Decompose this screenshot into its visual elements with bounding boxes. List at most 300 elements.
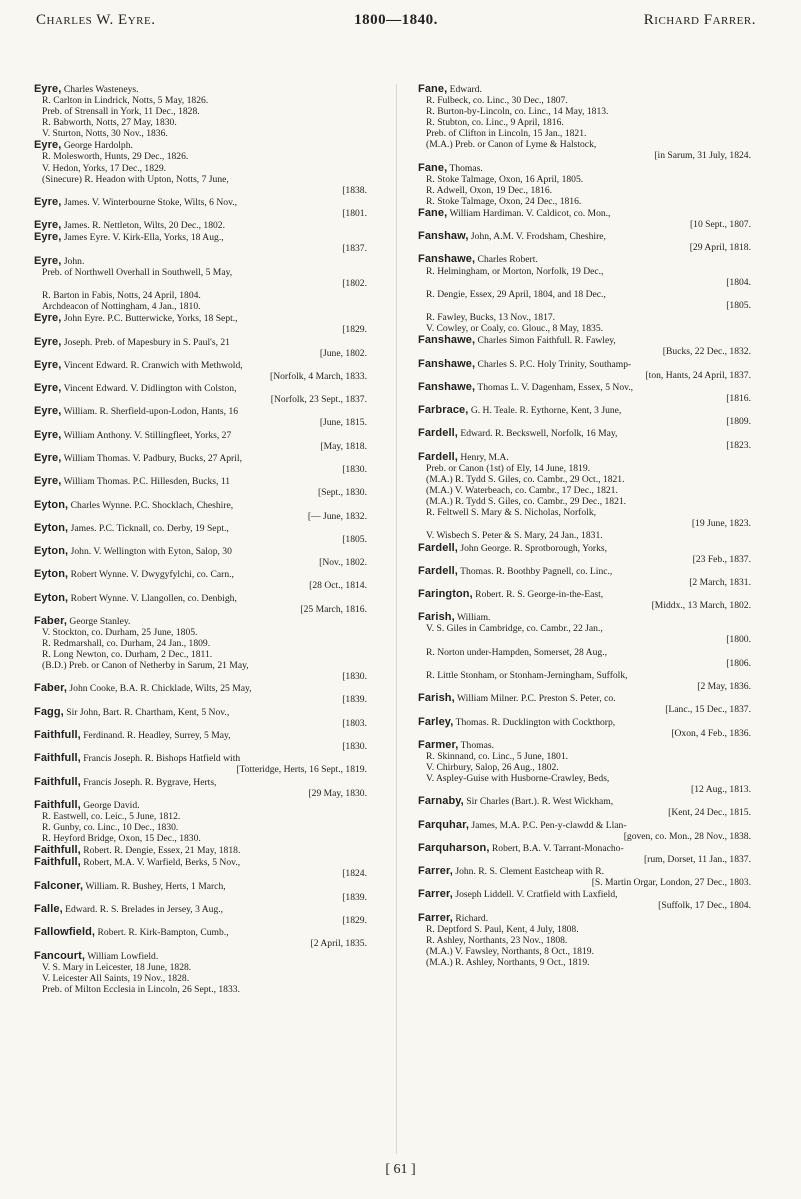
entry-date-continuation: [goven, co. Mon., 28 Nov., 1838. [623, 830, 751, 842]
entry [418, 208, 753, 230]
entry [418, 428, 753, 450]
entry [34, 430, 369, 452]
entry-text: George Stanley. [67, 615, 131, 627]
entry [418, 312, 753, 334]
entry [34, 383, 369, 405]
entry [34, 337, 369, 359]
entry-date-continuation: [10 Sept., 1807. [689, 218, 751, 230]
entry-name: Fagg, [34, 705, 64, 718]
entry-line: Archdeacon of Nottingham, 4 Jan., 1810. [42, 301, 201, 313]
entry-name: Fane, [418, 83, 448, 95]
entry-text: Thomas. [458, 739, 494, 751]
entry-date-continuation: [rum, Dorset, 11 Jan., 1837. [643, 853, 751, 865]
entry-date-continuation: [1801. [342, 207, 367, 219]
entry-name: Farish, [418, 692, 455, 705]
entry-name: Farrer, [418, 865, 453, 878]
entry-heading-line [34, 500, 369, 511]
entry-heading-line [418, 428, 753, 439]
entry [418, 405, 753, 427]
entry-line: Preb. of Strensall in York, 11 Dec., 1828. [42, 106, 200, 118]
entry-name: Fane, [418, 206, 448, 219]
entry-line: V. S. Mary in Leicester, 18 June, 1828. [42, 961, 192, 973]
entry-text: Charles Wynne. P.C. Shocklach, Cheshire, [68, 499, 234, 511]
entry [34, 730, 369, 752]
entry-heading-line [34, 313, 369, 324]
entry-heading-line [34, 777, 369, 788]
entry-heading-line [418, 543, 753, 554]
entry [34, 546, 369, 568]
entry-text: William Lowfield. [85, 950, 159, 962]
entry-text: Charles Wasteneys. [61, 84, 139, 95]
entry [34, 800, 369, 844]
entry [418, 647, 753, 669]
entry-date-continuation: [1837. [342, 243, 367, 255]
entry-heading-line [418, 405, 753, 416]
entry-date-continuation: [1830. [342, 671, 367, 683]
entry-line: (M.A.) V. Fawsley, Northants, 8 Oct., 1819. [426, 945, 594, 957]
entry-line: (M.A.) Preb. or Canon of Lyme & Halstock, [426, 139, 597, 151]
entry-name: Faber, [34, 682, 68, 695]
entry-name: Farley, [418, 715, 454, 728]
entry-heading-line [34, 84, 369, 95]
entry-text: Robert Wynne. V. Dwygyfylchi, co. Carn., [68, 569, 234, 581]
entry-line: V. S. Giles in Cambridge, co. Cambr., 22 Jan., [426, 623, 603, 635]
entry-text: George Hardolph. [61, 140, 133, 152]
entry-line: R. Fawley, Bucks, 13 Nov., 1817. [426, 312, 556, 324]
entry-date-continuation: [28 Oct., 1814. [309, 580, 367, 592]
entry-name: Fanshawe, [418, 380, 476, 393]
entry [418, 796, 753, 818]
entry [34, 904, 369, 926]
entry-date-continuation: [Middx., 13 March, 1802. [651, 600, 751, 612]
running-header [36, 12, 756, 38]
entry-heading-line [418, 589, 753, 600]
entry-heading-line [34, 616, 369, 627]
entry-heading-line [34, 360, 369, 371]
entry [34, 500, 369, 522]
entry [418, 543, 753, 565]
entry-heading-line [34, 197, 369, 208]
entry-heading-line [418, 566, 753, 577]
entry-name: Farmer, [418, 738, 459, 751]
entry [34, 951, 369, 995]
entry-heading-line [34, 232, 369, 243]
entry-name: Eyre, [34, 254, 62, 267]
entry-text: Robert Wynne. V. Llangollen, co. Denbigh, [68, 592, 237, 604]
entry-text: William. [454, 612, 491, 624]
entry [418, 913, 753, 968]
entry-name: Eyre, [34, 219, 62, 232]
entry-heading-line [34, 881, 369, 892]
entry [34, 256, 369, 289]
entry-line: V. Cowley, or Coaly, co. Glouc., 8 May, 1835. [426, 323, 604, 335]
entry [418, 359, 753, 381]
entry-heading-line [418, 693, 753, 704]
entry-name: Eyre, [34, 428, 62, 441]
entry-heading-line [418, 335, 753, 346]
entry-line: V. Leicester All Saints, 19 Nov., 1828. [42, 972, 190, 984]
entry-heading-line [34, 220, 369, 231]
entry-text: Joseph Liddell. V. Cratfield with Laxfield, [452, 889, 618, 901]
entry-date-continuation: [1806. [726, 657, 751, 669]
entry [34, 313, 369, 335]
entry [34, 569, 369, 591]
entry-heading-line [34, 951, 369, 962]
entry-date-continuation: [1802. [342, 277, 367, 289]
entry [418, 335, 753, 357]
entry-line: Preb. of Milton Ecclesia in Lincoln, 26 Sept., 1833. [42, 983, 240, 995]
entry-line: V. Aspley-Guise with Husborne-Crawley, Beds, [426, 772, 610, 784]
entry-text: Edward. R. Beckswell, Norfolk, 16 May, [457, 428, 618, 440]
entry-name: Fallowfield, [34, 926, 96, 939]
entry-date-continuation: [1804. [726, 276, 751, 288]
entry-line: V. Sturton, Notts, 30 Nov., 1836. [42, 128, 168, 140]
entry-date-continuation: [1829. [342, 915, 367, 926]
entry [34, 84, 369, 139]
entry-line: R. Feltwell S. Mary & S. Nicholas, Norfolk, [426, 506, 597, 518]
entry-name: Eyton, [34, 545, 69, 558]
entry-text: William. R. Bushey, Herts, 1 March, [83, 880, 226, 892]
entry [418, 820, 753, 842]
entry-name: Eyre, [34, 231, 62, 244]
entry-heading-line [418, 820, 753, 831]
entry-name: Eyre, [34, 382, 62, 395]
entry-heading-line [418, 254, 753, 265]
entry-name: Eyre, [34, 83, 62, 95]
entry-line: (Sinecure) R. Headon with Upton, Notts, 7 June, [42, 173, 229, 185]
entry-heading-line [34, 753, 369, 764]
entry-name: Farington, [418, 588, 473, 601]
entry-text: John George. R. Sprotborough, Yorks, [457, 542, 608, 554]
entry-line: (M.A.) R. Ashley, Northants, 9 Oct., 1819. [426, 956, 590, 968]
entry-heading-line [34, 927, 369, 938]
entry-date-continuation: [Kent, 24 Dec., 1815. [668, 807, 751, 819]
entry-text: James. P.C. Ticknall, co. Derby, 19 Sept., [68, 522, 229, 534]
entry-heading-line [34, 904, 369, 915]
entry-heading-line [418, 796, 753, 807]
entry-text: James, M.A. P.C. Pen-y-clawdd & Llan- [469, 819, 627, 831]
entry-heading-line [34, 730, 369, 741]
entry-text: Charles Robert. [475, 254, 538, 266]
entry-name: Eyre, [34, 139, 62, 152]
entry-date-continuation: [25 March, 1816. [300, 603, 367, 615]
entry-heading-line [418, 163, 753, 174]
entry-date-continuation: [Nov., 1802. [319, 557, 367, 569]
entry-text: Sir Charles (Bart.). R. West Wickham, [463, 796, 614, 808]
entry-line: R. Eastwell, co. Leic., 5 June, 1812. [42, 810, 181, 822]
entry-text: George David. [80, 799, 140, 811]
entry [34, 845, 369, 856]
entry-name: Eyre, [34, 475, 62, 488]
entry-line: (B.D.) Preb. or Canon of Netherby in Sarum, 21 May, [42, 660, 249, 672]
entry-text: Robert. R. Kirk-Bampton, Cumb., [95, 927, 229, 939]
entry-heading-line [418, 359, 753, 370]
entry-name: Farrer, [418, 888, 453, 901]
entry-date-continuation: [Sept., 1830. [317, 487, 367, 499]
entry-name: Fanshawe, [418, 253, 476, 266]
entry-date-continuation: [1809. [726, 416, 751, 428]
header-left: Charles W. Eyre. [36, 12, 156, 28]
entry-text: Thomas. [447, 162, 483, 174]
entry-line: R. Long Newton, co. Durham, 2 Dec., 1811. [42, 649, 213, 661]
entry-date-continuation: [1838. [342, 184, 367, 196]
entry-line: R. Babworth, Notts, 27 May, 1830. [42, 117, 177, 129]
entry-name: Eyre, [34, 195, 62, 208]
entry-date-continuation: [1805. [342, 533, 367, 545]
entry-line: R. Fulbeck, co. Linc., 30 Dec., 1807. [426, 95, 568, 107]
entry-name: Faithfull, [34, 844, 81, 857]
entry-heading-line [418, 889, 753, 900]
entry-line: R. Ashley, Northants, 23 Nov., 1808. [426, 934, 568, 946]
entry-date-continuation: [Oxon, 4 Feb., 1836. [671, 727, 751, 739]
entry-name: Fardell, [418, 541, 458, 554]
entry [418, 693, 753, 715]
entry-name: Eyton, [34, 591, 69, 604]
entry-name: Faithfull, [34, 728, 81, 741]
entry-date-continuation: [2 April, 1835. [310, 938, 367, 950]
entry-text: Francis Joseph. R. Bishops Hatfield with [80, 753, 241, 765]
entry-date-continuation: [Bucks, 22 Dec., 1832. [662, 346, 751, 358]
entry-name: Fanshawe, [418, 357, 476, 370]
entry-heading-line [34, 683, 369, 694]
entry-date-continuation: [29 April, 1818. [689, 242, 751, 254]
entry-line: (M.A.) V. Waterbeach, co. Cambr., 17 Dec., 1821. [426, 484, 618, 496]
entry [418, 670, 753, 692]
entry-heading-line [34, 857, 369, 868]
entry-name: Fanshawe, [418, 334, 476, 347]
entry-name: Falle, [34, 902, 63, 915]
entry-text: James. V. Winterbourne Stoke, Wilts, 6 Nov., [61, 196, 238, 208]
entry-text: James. R. Nettleton, Wilts, 20 Dec., 1802. [61, 220, 225, 232]
entry-date-continuation: [2 March, 1831. [689, 576, 751, 588]
entry-date-continuation: [— June, 1832. [307, 510, 367, 522]
entry [418, 889, 753, 911]
entry [418, 254, 753, 287]
entry-name: Fane, [418, 161, 448, 174]
entry-date-continuation: [1816. [726, 392, 751, 404]
entry-date-continuation: [ton, Hants, 24 April, 1837. [645, 369, 751, 381]
entry-text: John, A.M. V. Frodsham, Cheshire, [468, 231, 606, 243]
entry-heading-line [34, 430, 369, 441]
entry-heading-line [418, 866, 753, 877]
entry-date-continuation: [1839. [342, 694, 367, 706]
entry-date-continuation: [23 Feb., 1837. [692, 553, 751, 565]
entry [34, 290, 369, 312]
entry-name: Eyre, [34, 335, 62, 348]
entry [418, 382, 753, 404]
entry [34, 707, 369, 729]
entry [418, 163, 753, 207]
entry [34, 197, 369, 219]
entry-text: John Eyre. P.C. Butterwicke, Yorks, 18 Sept., [61, 313, 238, 325]
entry-name: Eyton, [34, 568, 69, 581]
entry-line: R. Gunby, co. Linc., 10 Dec., 1830. [42, 821, 179, 833]
entry [418, 231, 753, 253]
entry-line: R. Burton-by-Lincoln, co. Linc., 14 May, 1813. [426, 106, 609, 118]
entry-name: Eyton, [34, 521, 69, 534]
entry-line: (M.A.) R. Tydd S. Giles, co. Cambr., 29 Oct., 1821. [426, 473, 625, 485]
entry-name: Farbrace, [418, 404, 469, 417]
entry [418, 289, 753, 311]
entry-date-continuation: [Lanc., 15 Dec., 1837. [665, 704, 751, 716]
entry-date-continuation: [S. Martin Orgar, London, 27 Dec., 1803. [591, 877, 751, 889]
entry-name: Faber, [34, 614, 68, 627]
entry [418, 530, 753, 541]
entry [418, 452, 753, 529]
entry-name: Eyton, [34, 498, 69, 511]
entry-line: (M.A.) R. Tydd S. Giles, co. Cambr., 29 Dec., 1821. [426, 495, 627, 507]
entry-line: R. Skinnand, co. Linc., 5 June, 1801. [426, 750, 569, 762]
entry-line: R. Dengie, Essex, 29 April, 1804, and 18 Dec., [426, 288, 606, 300]
entry-line: R. Little Stonham, or Stonham-Jerningham, Suffolk, [426, 669, 628, 681]
entry-line: R. Carlton in Lindrick, Notts, 5 May, 1826. [42, 95, 209, 107]
entry-name: Falconer, [34, 879, 84, 892]
entry-date-continuation: [1803. [342, 717, 367, 729]
entry-heading-line [34, 707, 369, 718]
entry [34, 881, 369, 903]
entry-heading-line [34, 569, 369, 580]
entry-heading-line [418, 612, 753, 623]
entry-date-continuation: [1829. [342, 324, 367, 336]
entry-heading-line [34, 800, 369, 811]
entry-heading-line [34, 593, 369, 604]
entry-text: William Milner. P.C. Preston S. Peter, co. [454, 693, 616, 705]
entry-line: R. Stubton, co. Linc., 9 April, 1816. [426, 117, 564, 129]
entry-line: R. Stoke Talmage, Oxon, 16 April, 1805. [426, 173, 584, 185]
entry [34, 593, 369, 615]
entry-heading-line [418, 843, 753, 854]
entry-heading-line [34, 546, 369, 557]
entry-date-continuation: [1824. [342, 868, 367, 880]
entry-heading-line [34, 476, 369, 487]
entry-name: Eyre, [34, 405, 62, 418]
entry [418, 84, 753, 161]
entry-text: Thomas. R. Boothby Pagnell, co. Linc., [457, 565, 613, 577]
entry-text: John Cooke, B.A. R. Chicklade, Wilts, 25 May, [67, 683, 252, 695]
entry-text: William Thomas. P.C. Hillesden, Bucks, 11 [61, 476, 231, 488]
entry-heading-line [418, 913, 753, 924]
page-number: [ 61 ] [385, 1162, 416, 1177]
entry-line: Preb. or Canon (1st) of Ely, 14 June, 1819. [426, 462, 591, 474]
entry [418, 740, 753, 795]
entry-line: R. Molesworth, Hunts, 29 Dec., 1826. [42, 151, 189, 163]
entry-heading-line [418, 231, 753, 242]
entry [34, 140, 369, 195]
entry-text: Ferdinand. R. Headley, Surrey, 5 May, [80, 729, 231, 741]
entry-name: Farish, [418, 611, 455, 624]
entry-heading-line [418, 740, 753, 751]
entry-name: Faithfull, [34, 775, 81, 788]
entry-text: Robert. R. Dengie, Essex, 21 May, 1818. [80, 845, 241, 857]
entry [34, 406, 369, 428]
entry [34, 220, 369, 231]
entry-text: Richard. [452, 912, 489, 924]
entry-line: R. Norton under-Hampden, Somerset, 28 Aug., [426, 646, 607, 658]
entry [34, 616, 369, 682]
entry [418, 612, 753, 645]
entry-text: Sir John, Bart. R. Chartham, Kent, 5 Nov., [63, 706, 230, 718]
entry-line: Preb. of Clifton in Lincoln, 15 Jan., 1821. [426, 128, 587, 140]
entry-heading-line [418, 452, 753, 463]
entry-text: Vincent Edward. R. Cranwich with Methwold, [61, 359, 243, 371]
entry-name: Eyre, [34, 358, 62, 371]
entry-text: Charles S. P.C. Holy Trinity, Southamp- [475, 358, 632, 370]
entry [418, 566, 753, 588]
entry-date-continuation: [19 June, 1823. [691, 518, 751, 530]
entry [418, 866, 753, 888]
entry-line: Preb. of Northwell Overhall in Southwell, 5 May, [42, 266, 233, 278]
left-column [34, 84, 369, 996]
entry [34, 927, 369, 949]
entry [418, 717, 753, 739]
entry-heading-line [34, 256, 369, 267]
entry [34, 523, 369, 545]
entry-name: Eyre, [34, 312, 62, 325]
entry-text: Vincent Edward. V. Didlington with Colston, [61, 383, 237, 395]
entry-heading-line [34, 383, 369, 394]
entry-line: R. Barton in Fabis, Notts, 24 April, 1804. [42, 289, 201, 301]
entry-date-continuation: [2 May, 1836. [697, 681, 751, 692]
entry-date-continuation: [Norfolk, 4 March, 1833. [270, 370, 367, 382]
entry-name: Faithfull, [34, 856, 81, 869]
entry-date-continuation: [in Sarum, 31 July, 1824. [654, 150, 751, 162]
entry-date-continuation: [1839. [342, 891, 367, 903]
entry [34, 857, 369, 879]
entry-line: R. Heyford Bridge, Oxon, 15 Dec., 1830. [42, 832, 201, 844]
entry-text: William Thomas. V. Padbury, Bucks, 27 April, [61, 452, 242, 464]
entry-text: Thomas L. V. Dagenham, Essex, 5 Nov., [475, 381, 634, 393]
entry-date-continuation: [12 Aug., 1813. [691, 783, 751, 795]
entry-text: John. [61, 255, 85, 267]
entry-text: John. V. Wellington with Eyton, Salop, 30 [68, 546, 232, 558]
entry-line: V. Hedon, Yorks, 17 Dec., 1829. [42, 162, 167, 174]
entry [34, 777, 369, 799]
entry-heading-line [418, 208, 753, 219]
entry-text: Robert, B.A. V. Tarrant-Monacho- [489, 842, 624, 854]
entry-line: R. Helmingham, or Morton, Norfolk, 19 Dec., [426, 265, 604, 277]
entry-text: William. R. Sherfield-upon-Lodon, Hants, 16 [61, 406, 239, 418]
entry-text: Henry, M.A. [457, 451, 509, 463]
entry [418, 843, 753, 865]
entry-name: Fancourt, [34, 949, 86, 962]
entry-heading-line [34, 140, 369, 151]
entry-heading-line [34, 453, 369, 464]
entry [34, 453, 369, 475]
entry-text: James Eyre. V. Kirk-Ella, Yorks, 18 Aug., [61, 232, 224, 244]
entry-date-continuation: [June, 1802. [319, 347, 367, 359]
entry-date-continuation: [Suffolk, 17 Dec., 1804. [658, 900, 751, 912]
header-center: 1800—1840. [354, 12, 438, 28]
entry-line: V. Stockton, co. Durham, 25 June, 1805. [42, 626, 198, 638]
entry-text: Charles Simon Faithfull. R. Fawley, [475, 335, 616, 347]
entry-name: Fardell, [418, 564, 458, 577]
entry-heading-line [34, 406, 369, 417]
entry-date-continuation: [1830. [342, 463, 367, 475]
entry-text: Thomas. R. Ducklington with Cockthorp, [453, 716, 616, 728]
entry [34, 360, 369, 382]
entry-name: Fardell, [418, 450, 458, 463]
entry-text: Francis Joseph. R. Bygrave, Herts, [80, 776, 217, 788]
entry-text: Edward. [447, 84, 482, 95]
entry-text: Joseph. Preb. of Mapesbury in S. Paul's, 21 [61, 336, 230, 348]
entry-text: G. H. Teale. R. Eythorne, Kent, 3 June, [468, 405, 622, 417]
entry-name: Faithfull, [34, 752, 81, 765]
entry-name: Farrer, [418, 911, 453, 924]
entry-date-continuation: [Norfolk, 23 Sept., 1837. [270, 394, 367, 406]
entry-date-continuation: [1805. [726, 299, 751, 311]
entry-name: Farquhar, [418, 818, 470, 831]
entry-text: Robert, M.A. V. Warfield, Berks, 5 Nov., [80, 857, 241, 869]
